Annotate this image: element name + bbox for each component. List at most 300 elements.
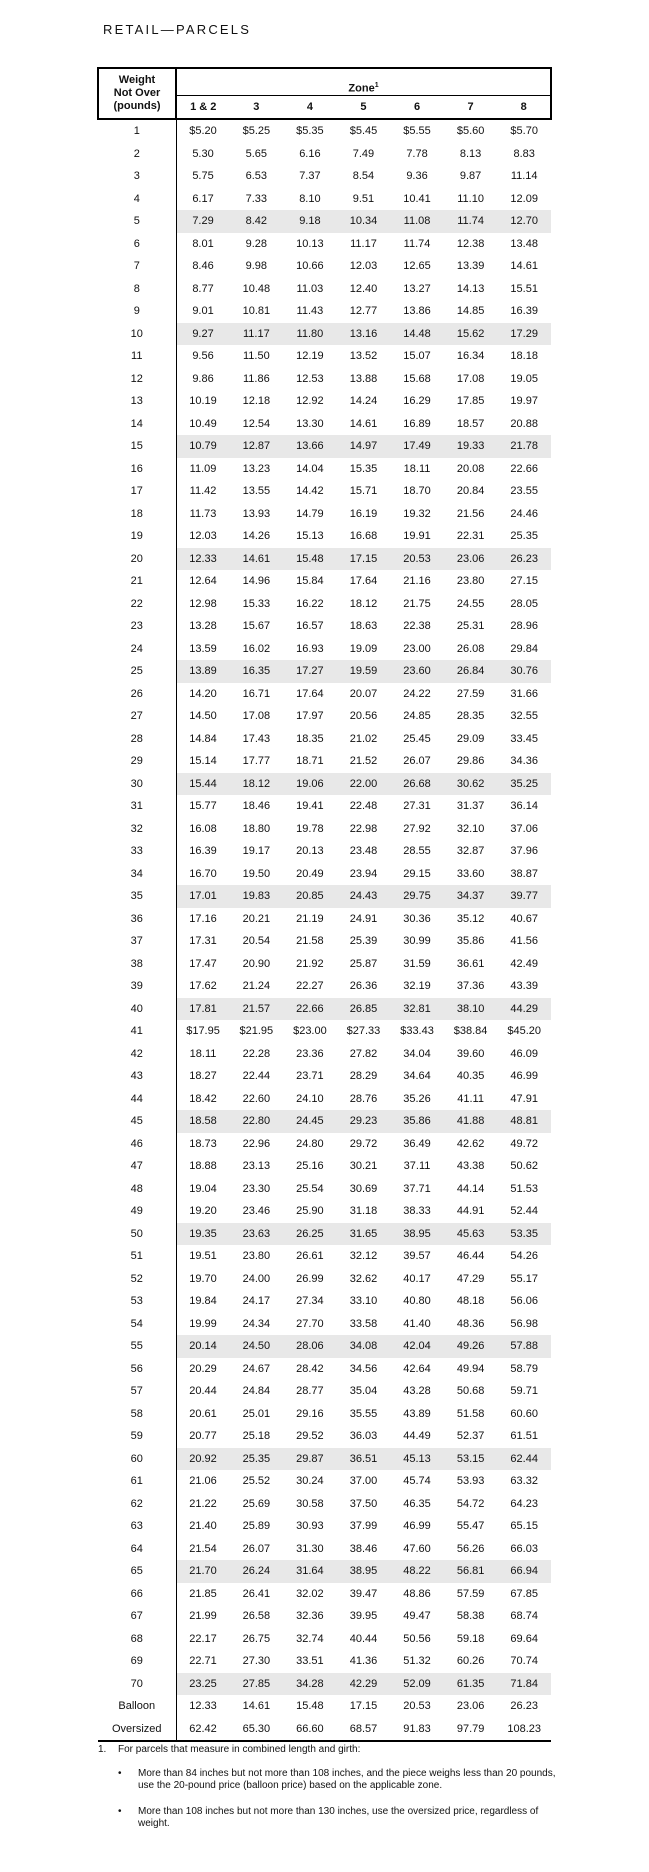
price-cell: 17.64 xyxy=(296,687,324,700)
price-cell: 14.04 xyxy=(296,462,324,475)
weight-cell: 4 xyxy=(98,188,176,211)
price-cell: 7.37 xyxy=(299,170,321,183)
price-cell: 25.90 xyxy=(296,1205,324,1218)
price-cell: 18.18 xyxy=(510,350,538,363)
price-cell: 66.03 xyxy=(510,1542,538,1555)
price-cell: 14.79 xyxy=(296,507,324,520)
weight-cell: 9 xyxy=(98,300,176,323)
price-cell: 26.36 xyxy=(349,980,378,993)
price-cell: 19.17 xyxy=(242,845,271,858)
price-cell: 19.78 xyxy=(296,822,324,835)
table-row xyxy=(98,300,551,323)
table-row xyxy=(98,570,551,593)
price-cell: 29.84 xyxy=(510,642,538,655)
price-cell: 25.89 xyxy=(242,1520,271,1533)
price-cell: 12.64 xyxy=(189,575,217,588)
price-cell: 23.13 xyxy=(242,1160,271,1173)
price-cell: 16.39 xyxy=(189,845,217,858)
price-cell: 22.60 xyxy=(242,1092,271,1105)
zone-label: Zone xyxy=(348,83,375,95)
price-cell: 13.23 xyxy=(242,462,271,475)
price-cell: 64.23 xyxy=(510,1497,538,1510)
price-cell: 52.09 xyxy=(390,1673,444,1696)
price-cell: 16.71 xyxy=(242,687,271,700)
price-cell: 19.05 xyxy=(510,372,538,385)
price-cell: 23.06 xyxy=(444,548,498,571)
weight-cell: 39 xyxy=(98,975,176,998)
price-cell: 19.70 xyxy=(189,1272,217,1285)
price-cell: $5.55 xyxy=(403,125,431,138)
price-cell: 61.35 xyxy=(444,1673,498,1696)
weight-cell: 18 xyxy=(98,503,176,526)
weight-cell: 37 xyxy=(98,930,176,953)
price-cell: 10.66 xyxy=(296,260,324,273)
price-cell: 25.39 xyxy=(349,935,378,948)
price-cell: 34.56 xyxy=(349,1362,378,1375)
price-cell: 19.97 xyxy=(510,395,538,408)
price-cell: 14.42 xyxy=(296,485,324,498)
table-row xyxy=(98,795,551,818)
price-cell: 16.29 xyxy=(403,395,431,408)
price-cell: 50.62 xyxy=(510,1160,538,1173)
price-cell: 13.88 xyxy=(349,372,378,385)
price-cell: 15.77 xyxy=(189,800,217,813)
price-cell: 20.61 xyxy=(189,1407,217,1420)
price-cell: 65.15 xyxy=(510,1520,538,1533)
price-cell: 24.91 xyxy=(349,912,378,925)
table-row xyxy=(98,1515,551,1538)
price-cell: 7.78 xyxy=(406,147,428,160)
weight-cell: 6 xyxy=(98,233,176,256)
price-cell: 67.85 xyxy=(510,1587,538,1600)
price-cell: 24.17 xyxy=(242,1295,271,1308)
price-cell: 20.56 xyxy=(349,710,378,723)
price-cell: 25.45 xyxy=(403,732,431,745)
price-cell: 48.22 xyxy=(390,1560,444,1583)
price-cell: 27.82 xyxy=(349,1047,378,1060)
price-cell: 26.99 xyxy=(296,1272,324,1285)
table-row xyxy=(98,1110,551,1133)
price-cell: 26.08 xyxy=(456,642,485,655)
price-cell: 37.11 xyxy=(403,1160,431,1173)
weight-cell: 22 xyxy=(98,593,176,616)
price-cell: 11.73 xyxy=(189,507,217,520)
price-cell: 31.18 xyxy=(349,1205,378,1218)
price-cell: 40.35 xyxy=(456,1070,485,1083)
price-cell: $5.60 xyxy=(456,125,485,138)
price-cell: 30.58 xyxy=(296,1497,324,1510)
price-cell: 28.06 xyxy=(283,1335,337,1358)
price-cell: 21.02 xyxy=(349,732,378,745)
price-cell: 34.64 xyxy=(403,1070,431,1083)
price-cell: 14.50 xyxy=(189,710,217,723)
price-cell: 31.37 xyxy=(456,800,485,813)
price-cell: 13.28 xyxy=(189,620,217,633)
price-cell: 30.99 xyxy=(403,935,431,948)
price-cell: 19.04 xyxy=(189,1182,217,1195)
footnote-bullet-list xyxy=(98,1768,558,1830)
price-cell: 63.32 xyxy=(510,1475,538,1488)
bullet-icon: • xyxy=(118,1768,122,1779)
price-cell: 60.60 xyxy=(510,1407,538,1420)
price-cell: 13.86 xyxy=(403,305,431,318)
price-cell: 10.81 xyxy=(242,305,271,318)
price-cell: 10.48 xyxy=(242,282,271,295)
zone-column-header: 1 & 2 xyxy=(176,96,230,120)
price-cell: 10.41 xyxy=(403,192,431,205)
price-cell: 38.46 xyxy=(349,1542,378,1555)
price-cell: 24.00 xyxy=(242,1272,271,1285)
table-row xyxy=(98,638,551,661)
price-cell: 9.56 xyxy=(192,350,214,363)
price-cell: 58.79 xyxy=(510,1362,538,1375)
price-cell: 24.22 xyxy=(403,687,431,700)
price-cell: 18.11 xyxy=(189,1047,217,1060)
table-row xyxy=(98,1403,551,1426)
price-cell: 14.26 xyxy=(242,530,271,543)
price-cell: 23.94 xyxy=(349,867,378,880)
price-cell: 55.17 xyxy=(510,1272,538,1285)
price-cell: 39.77 xyxy=(497,885,551,908)
price-cell: 27.31 xyxy=(403,800,431,813)
zone-column-header: 6 xyxy=(390,96,444,120)
weight-cell: 23 xyxy=(98,615,176,638)
price-cell: 39.57 xyxy=(403,1250,431,1263)
price-cell: 15.48 xyxy=(296,1700,324,1713)
price-cell: 24.46 xyxy=(510,507,538,520)
price-cell: 59.18 xyxy=(456,1632,485,1645)
price-cell: 16.19 xyxy=(349,507,378,520)
price-cell: 52.37 xyxy=(456,1430,485,1443)
price-cell: 15.67 xyxy=(242,620,271,633)
price-cell: 35.12 xyxy=(456,912,485,925)
price-cell: 11.08 xyxy=(390,210,444,233)
price-cell: 24.34 xyxy=(242,1317,271,1330)
price-cell: 16.68 xyxy=(349,530,378,543)
price-cell: 9.01 xyxy=(192,305,214,318)
table-row xyxy=(98,1200,551,1223)
price-cell: 32.87 xyxy=(456,845,485,858)
price-cell: 37.00 xyxy=(349,1475,378,1488)
price-cell: 49.26 xyxy=(444,1335,498,1358)
price-cell: 17.62 xyxy=(189,980,217,993)
price-cell: $5.35 xyxy=(296,125,324,138)
weight-cell: 50 xyxy=(98,1223,176,1246)
weight-header-line: Weight xyxy=(118,74,156,86)
table-row xyxy=(98,1313,551,1336)
price-cell: 40.17 xyxy=(403,1272,431,1285)
weight-cell: 59 xyxy=(98,1425,176,1448)
table-row xyxy=(98,368,551,391)
weight-cell: 16 xyxy=(98,458,176,481)
price-cell: 31.66 xyxy=(510,687,538,700)
price-cell: 35.04 xyxy=(349,1385,378,1398)
price-cell: 23.71 xyxy=(296,1070,324,1083)
price-cell: 27.30 xyxy=(242,1655,271,1668)
price-cell: 40.80 xyxy=(403,1295,431,1308)
price-cell: 21.24 xyxy=(242,980,271,993)
weight-cell: 8 xyxy=(98,278,176,301)
price-cell: 5.75 xyxy=(192,170,214,183)
table-row xyxy=(98,458,551,481)
weight-cell: 29 xyxy=(98,750,176,773)
price-cell: 43.28 xyxy=(403,1385,431,1398)
table-row xyxy=(98,593,551,616)
price-cell: 19.41 xyxy=(296,800,324,813)
price-cell: 24.55 xyxy=(456,597,485,610)
table-row xyxy=(98,1560,551,1583)
price-cell: 19.20 xyxy=(189,1205,217,1218)
weight-cell: 11 xyxy=(98,345,176,368)
price-cell: 38.87 xyxy=(510,867,538,880)
weight-cell: 3 xyxy=(98,165,176,188)
price-cell: 21.92 xyxy=(296,957,324,970)
weight-cell: 35 xyxy=(98,885,176,908)
price-cell: $23.00 xyxy=(293,1025,327,1038)
price-cell: 45.74 xyxy=(403,1475,431,1488)
price-cell: 56.81 xyxy=(444,1560,498,1583)
price-cell: 19.35 xyxy=(176,1223,230,1246)
price-cell: 19.91 xyxy=(403,530,431,543)
price-cell: 13.30 xyxy=(296,417,324,430)
price-cell: 29.09 xyxy=(456,732,485,745)
table-row xyxy=(98,255,551,278)
price-cell: 22.27 xyxy=(296,980,324,993)
weight-cell: 40 xyxy=(98,998,176,1021)
price-cell: 23.60 xyxy=(390,660,444,683)
weight-cell: 52 xyxy=(98,1268,176,1291)
price-cell: 38.95 xyxy=(390,1223,444,1246)
weight-cell: 46 xyxy=(98,1133,176,1156)
table-row xyxy=(98,705,551,728)
table-row xyxy=(98,998,551,1021)
price-cell: 8.77 xyxy=(192,282,214,295)
price-cell: 43.38 xyxy=(456,1160,485,1173)
price-cell: 20.90 xyxy=(242,957,271,970)
table-row xyxy=(98,1583,551,1606)
price-cell: 22.66 xyxy=(510,462,538,475)
price-cell: $27.33 xyxy=(346,1025,381,1038)
price-cell: 43.89 xyxy=(403,1407,431,1420)
table-row xyxy=(98,773,551,796)
price-cell: 32.55 xyxy=(510,710,538,723)
price-cell: 7.49 xyxy=(352,147,375,160)
price-cell: 8.54 xyxy=(352,170,375,183)
footnote-bullet xyxy=(118,1768,558,1792)
price-cell: 9.51 xyxy=(352,192,375,205)
price-cell: 19.51 xyxy=(189,1250,217,1263)
table-row xyxy=(98,143,551,166)
price-cell: 20.53 xyxy=(403,1700,431,1713)
weight-cell: 34 xyxy=(98,863,176,886)
weight-cell: 28 xyxy=(98,728,176,751)
price-cell: 22.96 xyxy=(242,1137,271,1150)
weight-cell: 69 xyxy=(98,1650,176,1673)
price-cell: 16.34 xyxy=(456,350,485,363)
footnote-bullet-text: More than 108 inches but not more than 130 inches, use the oversized price, regardless of weight. xyxy=(138,1806,539,1829)
price-cell: 29.75 xyxy=(390,885,444,908)
price-cell: $5.20 xyxy=(189,125,217,138)
price-cell: 46.99 xyxy=(510,1070,538,1083)
price-cell: 31.65 xyxy=(337,1223,391,1246)
weight-cell: 24 xyxy=(98,638,176,661)
price-cell: 14.48 xyxy=(390,323,444,346)
price-cell: 34.28 xyxy=(283,1673,337,1696)
price-cell: 20.07 xyxy=(349,687,378,700)
weight-cell: 15 xyxy=(98,435,176,458)
price-cell: 13.55 xyxy=(242,485,271,498)
price-cell: 25.35 xyxy=(230,1448,284,1471)
price-cell: 13.93 xyxy=(242,507,271,520)
price-cell: 11.10 xyxy=(457,192,484,205)
price-cell: 54.72 xyxy=(456,1497,485,1510)
table-row xyxy=(98,345,551,368)
price-cell: 26.25 xyxy=(283,1223,337,1246)
price-cell: 16.93 xyxy=(296,642,324,655)
price-cell: 29.23 xyxy=(337,1110,391,1133)
weight-cell: 47 xyxy=(98,1155,176,1178)
price-cell: 11.86 xyxy=(242,372,270,385)
price-cell: 23.36 xyxy=(296,1047,324,1060)
zone-footnote-marker: 1 xyxy=(374,82,379,90)
price-cell: 34.08 xyxy=(337,1335,391,1358)
price-cell: 34.04 xyxy=(403,1047,431,1060)
price-cell: 14.20 xyxy=(189,687,217,700)
price-cell: 21.40 xyxy=(189,1520,217,1533)
table-row xyxy=(98,323,551,346)
price-cell: 23.55 xyxy=(510,485,538,498)
price-cell: 16.08 xyxy=(189,822,217,835)
price-cell: 16.22 xyxy=(296,597,324,610)
table-row xyxy=(98,863,551,886)
price-cell: 21.85 xyxy=(189,1587,217,1600)
price-cell: 46.09 xyxy=(510,1047,538,1060)
price-cell: 44.29 xyxy=(497,998,551,1021)
table-row xyxy=(98,1605,551,1628)
price-cell: 17.08 xyxy=(242,710,271,723)
table-row xyxy=(98,1470,551,1493)
price-cell: 9.87 xyxy=(459,170,482,183)
price-cell: $5.70 xyxy=(510,125,538,138)
price-cell: 8.42 xyxy=(230,210,284,233)
price-cell: 42.64 xyxy=(403,1362,431,1375)
price-cell: 33.58 xyxy=(349,1317,378,1330)
price-cell: 65.30 xyxy=(230,1718,284,1742)
price-cell: 47.29 xyxy=(456,1272,485,1285)
price-cell: $21.95 xyxy=(239,1025,274,1038)
price-cell: 20.88 xyxy=(510,417,538,430)
price-cell: 10.79 xyxy=(176,435,230,458)
weight-cell: 58 xyxy=(98,1403,176,1426)
table-row xyxy=(98,1155,551,1178)
table-row xyxy=(98,1425,551,1448)
price-cell: 12.38 xyxy=(456,237,485,250)
price-cell: 5.30 xyxy=(192,147,214,160)
table-row xyxy=(98,728,551,751)
weight-cell: 12 xyxy=(98,368,176,391)
price-cell: 25.35 xyxy=(510,530,538,543)
price-cell: 18.88 xyxy=(189,1160,217,1173)
rate-table-header xyxy=(98,68,551,119)
price-cell: 29.15 xyxy=(403,867,431,880)
price-cell: 11.43 xyxy=(296,305,324,318)
price-cell: 108.23 xyxy=(497,1718,551,1742)
weight-cell: 31 xyxy=(98,795,176,818)
table-row xyxy=(98,1088,551,1111)
price-cell: 6.17 xyxy=(192,192,214,205)
price-cell: 17.49 xyxy=(390,435,444,458)
price-cell: $17.95 xyxy=(186,1025,220,1038)
table-row xyxy=(98,1358,551,1381)
price-cell: 21.78 xyxy=(497,435,551,458)
price-cell: 36.51 xyxy=(337,1448,391,1471)
price-cell: 14.85 xyxy=(456,305,485,318)
price-cell: 20.29 xyxy=(189,1362,217,1375)
page-title: RETAIL—PARCELS xyxy=(103,22,252,37)
price-cell: 38.10 xyxy=(444,998,498,1021)
price-cell: 68.74 xyxy=(510,1610,538,1623)
footnotes xyxy=(98,1744,558,1844)
table-row xyxy=(98,548,551,571)
price-cell: 14.84 xyxy=(189,732,217,745)
bullet-icon: • xyxy=(118,1806,122,1817)
price-cell: 9.27 xyxy=(176,323,230,346)
price-cell: 12.65 xyxy=(403,260,431,273)
price-cell: 19.83 xyxy=(230,885,284,908)
price-cell: 20.84 xyxy=(456,485,485,498)
price-cell: 23.80 xyxy=(242,1250,271,1263)
price-cell: 33.10 xyxy=(349,1295,378,1308)
price-cell: 13.66 xyxy=(283,435,337,458)
price-cell: 30.36 xyxy=(403,912,431,925)
table-row xyxy=(98,885,551,908)
price-cell: 19.50 xyxy=(242,867,271,880)
price-cell: 6.53 xyxy=(245,170,268,183)
footnote-text: For parcels that measure in combined length and girth: xyxy=(118,1744,361,1755)
price-cell: 12.33 xyxy=(189,1700,217,1713)
price-cell: 56.26 xyxy=(456,1542,485,1555)
price-cell: 48.86 xyxy=(403,1587,431,1600)
price-cell: 11.50 xyxy=(242,350,270,363)
price-cell: 19.06 xyxy=(283,773,337,796)
price-cell: 19.32 xyxy=(403,507,431,520)
price-cell: 23.00 xyxy=(403,642,431,655)
price-cell: 19.33 xyxy=(444,435,498,458)
price-cell: 45.63 xyxy=(444,1223,498,1246)
price-cell: 41.36 xyxy=(349,1655,378,1668)
price-cell: 23.46 xyxy=(242,1205,271,1218)
price-cell: 12.09 xyxy=(510,192,538,205)
price-cell: 26.07 xyxy=(403,755,431,768)
table-row xyxy=(98,840,551,863)
price-cell: 48.81 xyxy=(497,1110,551,1133)
price-cell: 55.47 xyxy=(456,1520,485,1533)
price-cell: 10.19 xyxy=(189,395,217,408)
price-cell: 30.24 xyxy=(296,1475,324,1488)
price-cell: 15.68 xyxy=(403,372,431,385)
price-cell: 39.60 xyxy=(456,1047,485,1060)
price-cell: 53.35 xyxy=(497,1223,551,1246)
price-cell: 24.85 xyxy=(403,710,431,723)
price-cell: 25.31 xyxy=(456,620,485,633)
price-cell: 30.21 xyxy=(349,1160,378,1173)
price-cell: 16.70 xyxy=(189,867,217,880)
weight-header-line: Not Over xyxy=(113,87,161,99)
weight-cell: 7 xyxy=(98,255,176,278)
price-cell: 28.77 xyxy=(296,1385,324,1398)
price-cell: 70.74 xyxy=(510,1655,538,1668)
price-cell: 35.86 xyxy=(456,935,485,948)
